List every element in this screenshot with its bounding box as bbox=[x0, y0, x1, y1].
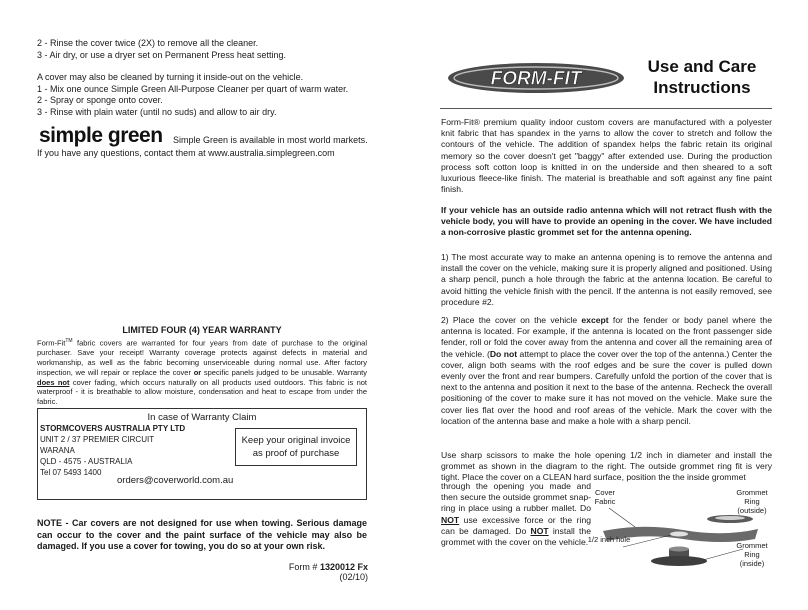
simple-green-info bbox=[37, 124, 377, 160]
logo-text: FORM-FIT bbox=[490, 68, 582, 90]
procedure-text: install the grommet with the cover on the vehicle. bbox=[441, 525, 591, 548]
warranty-claim-box bbox=[37, 408, 367, 500]
invoice-note-box: Keep your original invoice as proof of purchase bbox=[235, 428, 357, 466]
warranty-text: cover fading, which occurs naturally on all products used outdoors. This fabric is not waterproof - it is breathable to allow moisture, condensation and heat to escape from under the fabric. bbox=[37, 377, 367, 407]
title-line: Instructions bbox=[653, 78, 751, 97]
intro-paragraph: Form-Fit® premium quality indoor custom covers are manufactured with a polyester knit fabric that has spandex in the yarns to allow the cover to stretch and follow the contours of the vehicle. The addition of spandex helps the fabric retain its original memory so the cover doesn't get "baggy" after extended use. During the production process soft cotton loop is knitted in on the underside and then sheared to a soft luxurious fleece-like finish. The material is breathable and soft against any fine paint finish. bbox=[441, 117, 772, 195]
trademark-mark: TM bbox=[65, 338, 73, 344]
claim-address bbox=[40, 423, 185, 478]
claim-heading: In case of Warranty Claim bbox=[147, 412, 257, 423]
claim-email: orders@coverworld.com.au bbox=[117, 475, 234, 486]
procedure-text: attempt to place the cover over the top of the antenna.) Center the cover, align both seams with the roof edges and be sure the cover is pulled down evenly over the front and rear bumpers. Carefully unfold the portion of the cover that is next to the antenna and position it next to the base of the antenna. Recheck the overall positioning of the cover to make sure it has not moved on the vehicle. Make sure the cover lies flat over the hood and roof areas of the vehicle. Mark the cover with the location of the antenna base and make a hole with a sharp pencil. bbox=[441, 348, 772, 426]
procedure-emphasis: except bbox=[581, 315, 609, 325]
form-date: (02/10) bbox=[339, 572, 368, 582]
grommet-instructions-continued bbox=[441, 481, 591, 548]
warranty-or: or bbox=[193, 367, 202, 377]
towing-note: NOTE - Car covers are not designed for use when towing. Serious damage can occur to the cover and the paint surface of the vehicle may also be damaged. If you use a cover for towing, you do so at your own risk. bbox=[37, 518, 367, 551]
form-fit-logo bbox=[447, 62, 625, 94]
procedure-1: 1) The most accurate way to make an antenna opening is to remove the antenna and install the cover on the vehicle, making sure it is properly aligned and positioned. Using a sharp pencil, punch a hole through the fabric at the antenna location. Be careful to avoid hitting the vehicle finish with the pencil. If the antenna is not easily removed, see procedure #2. bbox=[441, 252, 772, 307]
outside-ring-hole bbox=[715, 516, 745, 520]
fabric-hole-icon bbox=[670, 532, 688, 537]
inside-ring-top bbox=[669, 547, 689, 552]
label-cover-fabric: Cover Fabric bbox=[594, 488, 616, 506]
warranty-text: Form-Fit bbox=[37, 338, 66, 348]
grommet-diagram bbox=[583, 483, 775, 575]
procedure-2 bbox=[441, 315, 772, 427]
label-outside-ring: Grommet Ring (outside) bbox=[736, 488, 768, 515]
procedure-text: for the fender or body panel where the antenna is located. For example, if the antenna is located on the front passenger side fender, roll or fold the cover away from the antenna and cover all the remaining area of the vehicle. ( bbox=[441, 315, 772, 359]
inside-out-intro: A cover may also be cleaned by turning it inside-out on the vehicle. bbox=[37, 72, 304, 82]
inside-ring-flange bbox=[651, 556, 707, 566]
claim-address-line: WARANA bbox=[40, 446, 75, 455]
claim-address-line: UNIT 2 / 37 PREMIER CIRCUIT bbox=[40, 435, 155, 444]
procedure-emphasis: Do not bbox=[489, 348, 518, 359]
warranty-does-not: does not bbox=[37, 377, 70, 387]
leader-line bbox=[609, 508, 635, 527]
simple-green-contact: If you have any questions, contact them at www.australia.simplegreen.com bbox=[37, 148, 335, 158]
procedure-text: use excessive force or the ring can be damaged. Do bbox=[441, 514, 591, 536]
rinse-steps bbox=[37, 38, 367, 61]
simple-green-availability: Simple Green is available in most world markets. bbox=[173, 135, 368, 145]
inside-out-step: 3 - Rinse with plain water (until no suds) and allow to air dry. bbox=[37, 106, 277, 117]
procedure-text: 2) Place the cover on the vehicle bbox=[441, 315, 582, 325]
inside-out-cleaning bbox=[37, 72, 367, 118]
simple-green-logo: simple green bbox=[39, 124, 163, 147]
grommet-instructions: Use sharp scissors to make the hole opening 1/2 inch in diameter and install the grommet as shown in the diagram to the right. The outside grommet ring fit is very tight. Place the cover on a CLEAN hard surface, position the the inside grommet bbox=[441, 450, 772, 483]
warranty-body bbox=[37, 337, 367, 407]
form-label: Form # bbox=[288, 562, 318, 572]
form-number-value: 1320012 Fx bbox=[319, 562, 368, 572]
claim-phone: Tel 07 5493 1400 bbox=[40, 468, 102, 477]
page-title bbox=[632, 56, 772, 98]
inside-out-step: 2 - Spray or sponge onto cover. bbox=[37, 95, 163, 105]
procedure-emphasis: NOT bbox=[441, 514, 460, 525]
claim-address-line: QLD - 4575 - AUSTRALIA bbox=[40, 457, 133, 466]
label-inside-ring: Grommet Ring (inside) bbox=[736, 541, 768, 568]
title-divider bbox=[440, 108, 772, 109]
procedure-emphasis: NOT bbox=[530, 525, 549, 536]
rinse-step: 3 - Air dry, or use a dryer set on Permanent Press heat setting. bbox=[37, 49, 286, 60]
warranty-text: fabric covers are warranted for four years from date of purchase to the original purchaser. Save your receipt! Warranty coverage protects against defects in material and workmanship, as well as the fabric becoming unserviceable during normal use. After factory inspection, we will repair or replace the cover bbox=[37, 338, 367, 377]
warranty-text: specific panels judged to be unusable. Warranty bbox=[201, 367, 367, 377]
procedure-text: through the opening you made and then secure the outside grommet snap-ring in place using a rubber mallet. Do bbox=[441, 481, 591, 514]
warranty-title: LIMITED FOUR (4) YEAR WARRANTY bbox=[122, 325, 282, 335]
label-hole: 1/2 inch hole bbox=[587, 535, 631, 544]
claim-company: STORMCOVERS AUSTRALIA PTY LTD bbox=[40, 424, 186, 433]
inside-out-step: 1 - Mix one ounce Simple Green All-Purpose Cleaner per quart of warm water. bbox=[37, 83, 349, 94]
rinse-step: 2 - Rinse the cover twice (2X) to remove all the cleaner. bbox=[37, 38, 259, 48]
title-line: Use and Care bbox=[647, 57, 757, 76]
form-number bbox=[258, 562, 368, 582]
antenna-notice: If your vehicle has an outside radio antenna which will not retract flush with the vehicle body, you will have to provide an opening in the cover. We have included a non-corrosive plastic grommet set for the antenna opening. bbox=[441, 205, 772, 238]
